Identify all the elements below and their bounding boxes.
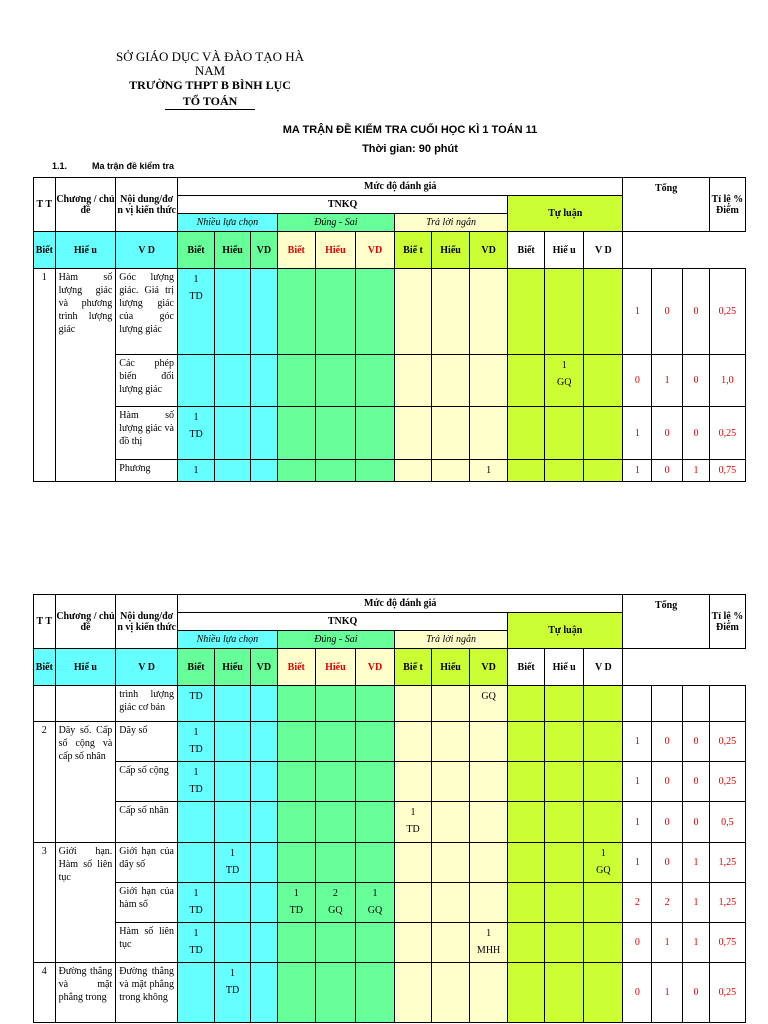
total-cell: 0 xyxy=(683,802,710,843)
matrix-cell xyxy=(432,963,470,1023)
department-name: SỞ GIÁO DỤC VÀ ĐÀO TẠO HÀ NAM xyxy=(115,49,305,78)
matrix-cell xyxy=(584,802,623,843)
matrix-cell xyxy=(432,460,470,482)
matrix-cell: 1 TD xyxy=(178,407,215,460)
matrix-cell: 1 TD xyxy=(178,923,215,963)
total-cell: 0 xyxy=(683,355,710,407)
row-stt: 3 xyxy=(34,843,56,963)
matrix-cell xyxy=(508,460,545,482)
matrix-cell: 1 GQ xyxy=(545,355,584,407)
matrix-cell: 1 MHH xyxy=(470,923,508,963)
table-row xyxy=(34,802,746,843)
matrix-cell xyxy=(215,722,251,762)
total-cell: 1 xyxy=(623,843,652,883)
row-chapter: Đường thẳng và mặt phẳng trong xyxy=(55,963,116,1023)
col-head-content: Nội dung/đơ n vị kiến thức xyxy=(116,595,178,649)
matrix-cell xyxy=(395,963,432,1023)
matrix-cell xyxy=(395,722,432,762)
total-cell: 1 xyxy=(652,963,683,1023)
col-head-chapter: Chương / chủ đề xyxy=(55,178,116,232)
total-cell: 2 xyxy=(623,883,652,923)
row-stt: 4 xyxy=(34,963,56,1023)
matrix-cell xyxy=(315,923,355,963)
col-head-tt: T T xyxy=(34,178,56,232)
matrix-cell xyxy=(277,355,315,407)
col-head-ratio: Tỉ lệ % Điểm xyxy=(709,178,745,232)
section-label: Ma trận đề kiểm tra xyxy=(92,161,175,171)
col-head-tnkq: TNKQ xyxy=(178,196,508,214)
row-content: Cấp số cộng xyxy=(116,762,178,802)
total-cell: 0 xyxy=(652,460,683,482)
total-cell: 0 xyxy=(683,269,710,355)
section-number: 1.1. xyxy=(52,161,68,171)
row-content: Dãy số xyxy=(116,722,178,762)
matrix-cell xyxy=(545,686,584,722)
matrix-cell xyxy=(315,722,355,762)
matrix-cell xyxy=(355,762,394,802)
matrix-cell xyxy=(395,686,432,722)
matrix-cell xyxy=(277,802,315,843)
matrix-cell xyxy=(215,407,251,460)
matrix-cell xyxy=(395,762,432,802)
col-head-multiple-choice: Nhiều lựa chọn xyxy=(178,631,278,649)
matrix-cell xyxy=(508,762,545,802)
total-cell: 0 xyxy=(623,923,652,963)
matrix-cell xyxy=(584,460,623,482)
matrix-cell: 1 TD xyxy=(215,963,251,1023)
ratio-cell: 0,5 xyxy=(709,802,745,843)
ratio-cell: 1,25 xyxy=(709,883,745,923)
total-cell: 2 xyxy=(652,883,683,923)
matrix-cell xyxy=(395,407,432,460)
matrix-cell xyxy=(355,963,394,1023)
sub-head-total-0: Biết xyxy=(508,649,545,686)
total-cell: 0 xyxy=(652,722,683,762)
matrix-cell xyxy=(277,686,315,722)
total-cell: 1 xyxy=(683,843,710,883)
col-head-chapter: Chương / chủ đề xyxy=(55,595,116,649)
sub-head-total-2: V D xyxy=(584,649,623,686)
total-cell: 0 xyxy=(652,762,683,802)
matrix-cell xyxy=(470,883,508,923)
matrix-cell xyxy=(584,883,623,923)
matrix-cell xyxy=(251,843,278,883)
col-head-level: Mức độ đánh giá xyxy=(178,178,623,196)
total-cell: 1 xyxy=(623,762,652,802)
row-content: Hàm số lượng giác và đồ thị xyxy=(116,407,178,460)
matrix-cell xyxy=(277,843,315,883)
sub-head-essay-2: VD xyxy=(470,232,508,269)
total-cell: 1 xyxy=(683,923,710,963)
matrix-cell xyxy=(251,722,278,762)
sub-head-ds-2: VD xyxy=(251,232,278,269)
row-content: Giới hạn của dãy số xyxy=(116,843,178,883)
sub-head-essay-1: Hiểu xyxy=(432,649,470,686)
table-row xyxy=(34,355,746,407)
row-content: Đường thẳng và mặt phẳng trong không xyxy=(116,963,178,1023)
matrix-cell xyxy=(470,269,508,355)
sub-head-mc-1: Hiể u xyxy=(55,649,116,686)
matrix-cell xyxy=(584,762,623,802)
matrix-cell xyxy=(251,923,278,963)
matrix-cell xyxy=(251,762,278,802)
table-row xyxy=(34,923,746,963)
row-content: Hàm số liên tục xyxy=(116,923,178,963)
matrix-cell xyxy=(508,269,545,355)
matrix-cell xyxy=(178,802,215,843)
matrix-cell: 1 TD xyxy=(277,883,315,923)
ratio-cell: 0,25 xyxy=(709,407,745,460)
matrix-cell xyxy=(508,355,545,407)
matrix-cell xyxy=(277,963,315,1023)
total-cell: 0 xyxy=(652,407,683,460)
sub-head-mc-1: Hiể u xyxy=(55,232,116,269)
ratio-cell: 0,25 xyxy=(709,963,745,1023)
matrix-cell xyxy=(251,883,278,923)
col-head-level: Mức độ đánh giá xyxy=(178,595,623,613)
matrix-cell xyxy=(215,686,251,722)
row-content: Phương xyxy=(116,460,178,482)
matrix-cell xyxy=(584,963,623,1023)
matrix-cell xyxy=(432,762,470,802)
ratio-cell: 1,25 xyxy=(709,843,745,883)
total-cell: 0 xyxy=(683,722,710,762)
matrix-table-page-1 xyxy=(33,177,746,482)
matrix-cell xyxy=(251,963,278,1023)
matrix-cell xyxy=(470,963,508,1023)
matrix-cell xyxy=(470,843,508,883)
col-head-multiple-choice: Nhiều lựa chọn xyxy=(178,214,278,232)
section-heading xyxy=(52,161,174,171)
matrix-cell xyxy=(432,923,470,963)
table-row xyxy=(34,762,746,802)
total-cell: 1 xyxy=(683,883,710,923)
sub-head-tln-1: Hiểu xyxy=(315,232,355,269)
row-chapter: Giới hạn. Hàm số liên tục xyxy=(55,843,116,963)
matrix-cell xyxy=(315,407,355,460)
matrix-cell xyxy=(470,407,508,460)
sub-head-essay-1: Hiểu xyxy=(432,232,470,269)
sub-head-total-0: Biết xyxy=(508,232,545,269)
matrix-cell xyxy=(251,407,278,460)
sub-head-mc-0: Biết xyxy=(34,232,56,269)
row-content: trình lượng giác cơ bản xyxy=(116,686,178,722)
sub-head-ds-2: VD xyxy=(251,649,278,686)
matrix-cell xyxy=(315,460,355,482)
matrix-cell xyxy=(432,686,470,722)
ratio-cell: 0,75 xyxy=(709,923,745,963)
sub-head-tln-2: VD xyxy=(355,649,394,686)
matrix-cell xyxy=(584,269,623,355)
matrix-cell: GQ xyxy=(470,686,508,722)
sub-head-tln-0: Biết xyxy=(277,232,315,269)
sub-head-total-2: V D xyxy=(584,232,623,269)
matrix-cell xyxy=(251,802,278,843)
ratio-cell: 0,25 xyxy=(709,722,745,762)
total-cell: 0 xyxy=(683,963,710,1023)
matrix-cell xyxy=(545,722,584,762)
col-head-total: Tổng xyxy=(623,178,709,232)
matrix-cell xyxy=(251,460,278,482)
matrix-cell xyxy=(508,843,545,883)
matrix-cell: 1 GQ xyxy=(355,883,394,923)
matrix-cell xyxy=(508,802,545,843)
ratio-cell: 0,25 xyxy=(709,269,745,355)
matrix-cell xyxy=(355,355,394,407)
matrix-cell xyxy=(545,407,584,460)
matrix-cell xyxy=(355,686,394,722)
ratio-cell xyxy=(709,686,745,722)
total-cell: 0 xyxy=(652,843,683,883)
matrix-cell xyxy=(315,269,355,355)
sub-head-tln-0: Biết xyxy=(277,649,315,686)
col-head-short-answer: Trả lời ngắn xyxy=(395,214,508,232)
matrix-cell xyxy=(215,923,251,963)
total-cell: 0 xyxy=(652,269,683,355)
matrix-cell xyxy=(432,883,470,923)
matrix-cell xyxy=(315,802,355,843)
matrix-cell xyxy=(545,923,584,963)
ratio-cell: 0,75 xyxy=(709,460,745,482)
matrix-cell xyxy=(432,722,470,762)
col-head-content: Nội dung/đơ n vị kiến thức xyxy=(116,178,178,232)
col-head-short-answer: Trả lời ngắn xyxy=(395,631,508,649)
row-content: Góc lượng giác. Giá trị lượng giác của góc lượng giác xyxy=(116,269,178,355)
matrix-cell xyxy=(315,762,355,802)
matrix-cell: 1 TD xyxy=(215,843,251,883)
matrix-cell: 1 xyxy=(178,460,215,482)
matrix-cell xyxy=(395,923,432,963)
matrix-cell: 1 TD xyxy=(178,883,215,923)
row-chapter: Hàm số lượng giác và phương trình lượng giác xyxy=(55,269,116,482)
table-row xyxy=(34,686,746,722)
matrix-cell xyxy=(315,963,355,1023)
matrix-cell xyxy=(277,762,315,802)
matrix-cell xyxy=(508,923,545,963)
sub-head-essay-0: Biế t xyxy=(395,232,432,269)
matrix-cell: TD xyxy=(178,686,215,722)
matrix-cell: 1 TD xyxy=(178,269,215,355)
matrix-cell xyxy=(545,460,584,482)
matrix-cell xyxy=(277,407,315,460)
matrix-cell xyxy=(470,802,508,843)
col-head-ratio: Tỉ lệ % Điểm xyxy=(709,595,745,649)
matrix-cell xyxy=(584,407,623,460)
matrix-table-page-2 xyxy=(33,594,746,1023)
total-cell xyxy=(652,686,683,722)
matrix-cell xyxy=(355,923,394,963)
ratio-cell: 1,0 xyxy=(709,355,745,407)
col-head-true-false: Đúng - Sai xyxy=(277,631,394,649)
matrix-cell xyxy=(315,843,355,883)
table-row xyxy=(34,843,746,883)
sub-head-total-1: Hiể u xyxy=(545,649,584,686)
total-cell: 1 xyxy=(652,923,683,963)
matrix-cell xyxy=(432,802,470,843)
document-title: MA TRẬN ĐỀ KIỂM TRA CUỐI HỌC KÌ 1 TOÁN 11 xyxy=(282,124,538,136)
matrix-cell xyxy=(432,355,470,407)
total-cell: 1 xyxy=(652,355,683,407)
sub-head-ds-0: Biết xyxy=(178,649,215,686)
matrix-cell xyxy=(584,355,623,407)
col-head-essay: Tự luận xyxy=(508,196,623,232)
matrix-cell xyxy=(355,802,394,843)
row-stt xyxy=(34,686,56,722)
matrix-cell xyxy=(432,843,470,883)
matrix-cell xyxy=(545,802,584,843)
sub-head-essay-0: Biế t xyxy=(395,649,432,686)
matrix-cell xyxy=(432,269,470,355)
matrix-cell xyxy=(545,883,584,923)
col-head-tt: T T xyxy=(34,595,56,649)
col-head-total: Tổng xyxy=(623,595,709,649)
total-cell xyxy=(623,686,652,722)
matrix-cell xyxy=(545,963,584,1023)
matrix-cell xyxy=(251,269,278,355)
matrix-cell xyxy=(395,883,432,923)
row-content: Các phép biến đổi lượng giác xyxy=(116,355,178,407)
matrix-cell xyxy=(508,883,545,923)
matrix-cell xyxy=(508,407,545,460)
matrix-cell xyxy=(584,722,623,762)
table-row xyxy=(34,722,746,762)
total-cell: 0 xyxy=(623,963,652,1023)
total-cell: 0 xyxy=(652,802,683,843)
matrix-cell xyxy=(545,269,584,355)
matrix-cell xyxy=(584,923,623,963)
total-cell: 1 xyxy=(623,407,652,460)
total-cell: 0 xyxy=(683,407,710,460)
row-content: Cấp số nhân xyxy=(116,802,178,843)
matrix-cell xyxy=(277,923,315,963)
school-name: TRƯỜNG THPT B BÌNH LỤC xyxy=(129,78,291,92)
sub-head-essay-2: VD xyxy=(470,649,508,686)
total-cell: 0 xyxy=(683,762,710,802)
matrix-cell xyxy=(215,802,251,843)
sub-head-mc-2: V D xyxy=(116,649,178,686)
sub-head-ds-1: Hiểu xyxy=(215,232,251,269)
matrix-cell xyxy=(508,722,545,762)
matrix-cell xyxy=(277,460,315,482)
matrix-cell xyxy=(355,460,394,482)
row-stt: 1 xyxy=(34,269,56,482)
total-cell: 1 xyxy=(623,802,652,843)
table-row xyxy=(34,883,746,923)
matrix-cell xyxy=(508,686,545,722)
total-cell: 0 xyxy=(623,355,652,407)
table-row xyxy=(34,460,746,482)
matrix-cell: 1 GQ xyxy=(584,843,623,883)
exam-time: Thời gian: 90 phút xyxy=(362,143,458,155)
sub-head-ds-0: Biết xyxy=(178,232,215,269)
matrix-cell xyxy=(215,269,251,355)
matrix-cell xyxy=(215,460,251,482)
matrix-cell xyxy=(470,722,508,762)
matrix-cell xyxy=(470,762,508,802)
sub-head-tln-2: VD xyxy=(355,232,394,269)
matrix-cell: 1 TD xyxy=(395,802,432,843)
matrix-cell: 1 xyxy=(470,460,508,482)
matrix-cell xyxy=(215,762,251,802)
table-row xyxy=(34,269,746,355)
sub-head-mc-0: Biết xyxy=(34,649,56,686)
matrix-cell xyxy=(215,355,251,407)
total-cell: 1 xyxy=(623,722,652,762)
sub-head-mc-2: V D xyxy=(116,232,178,269)
matrix-cell: 2 GQ xyxy=(315,883,355,923)
matrix-cell xyxy=(355,843,394,883)
matrix-cell xyxy=(395,460,432,482)
matrix-cell xyxy=(315,355,355,407)
matrix-cell xyxy=(545,843,584,883)
col-head-tnkq: TNKQ xyxy=(178,613,508,631)
matrix-cell xyxy=(178,963,215,1023)
row-chapter xyxy=(55,686,116,722)
total-cell: 1 xyxy=(623,460,652,482)
matrix-cell: 1 TD xyxy=(178,722,215,762)
col-head-essay: Tự luận xyxy=(508,613,623,649)
matrix-cell xyxy=(395,269,432,355)
matrix-cell xyxy=(251,686,278,722)
table-row xyxy=(34,963,746,1023)
matrix-cell xyxy=(178,843,215,883)
matrix-cell xyxy=(178,355,215,407)
matrix-cell xyxy=(355,407,394,460)
table-row xyxy=(34,407,746,460)
total-cell: 1 xyxy=(623,269,652,355)
ratio-cell: 0,25 xyxy=(709,762,745,802)
row-stt: 2 xyxy=(34,722,56,843)
total-cell: 1 xyxy=(683,460,710,482)
sub-head-ds-1: Hiểu xyxy=(215,649,251,686)
document-header xyxy=(100,50,320,110)
matrix-cell xyxy=(508,963,545,1023)
matrix-cell xyxy=(432,407,470,460)
matrix-cell xyxy=(355,269,394,355)
matrix-cell xyxy=(277,269,315,355)
matrix-cell xyxy=(251,355,278,407)
row-content: Giới hạn của hàm số xyxy=(116,883,178,923)
matrix-cell: 1 TD xyxy=(178,762,215,802)
matrix-cell xyxy=(395,843,432,883)
matrix-cell xyxy=(355,722,394,762)
matrix-cell xyxy=(395,355,432,407)
matrix-cell xyxy=(470,355,508,407)
matrix-cell xyxy=(584,686,623,722)
sub-head-tln-1: Hiểu xyxy=(315,649,355,686)
matrix-cell xyxy=(215,883,251,923)
total-cell xyxy=(683,686,710,722)
matrix-cell xyxy=(315,686,355,722)
group-name: TỔ TOÁN xyxy=(165,94,256,110)
matrix-cell xyxy=(277,722,315,762)
matrix-cell xyxy=(545,762,584,802)
row-chapter: Dãy số. Cấp số cộng và cấp số nhân xyxy=(55,722,116,843)
col-head-true-false: Đúng - Sai xyxy=(277,214,394,232)
sub-head-total-1: Hiể u xyxy=(545,232,584,269)
